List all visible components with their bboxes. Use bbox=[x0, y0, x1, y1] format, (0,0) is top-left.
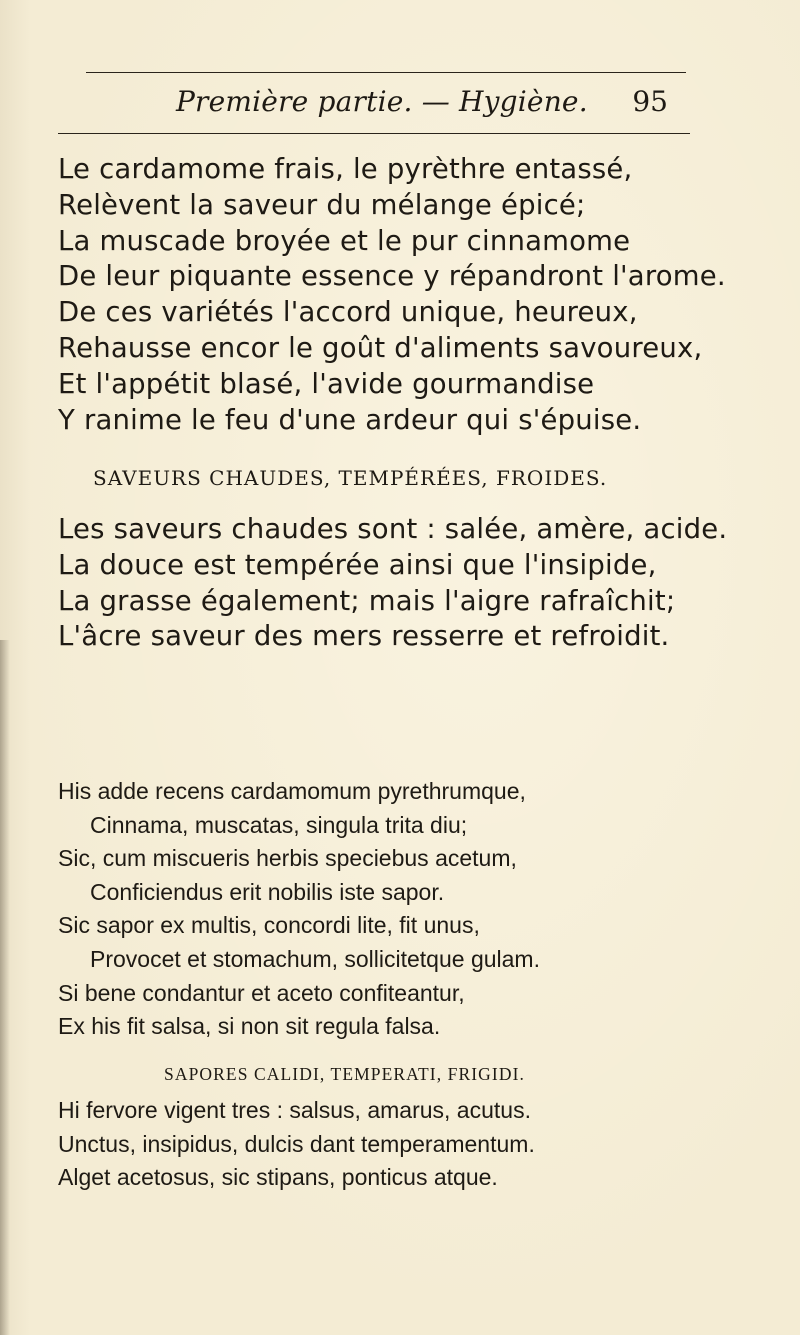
verse-line: Les saveurs chaudes sont : salée, amère, acide. bbox=[58, 513, 728, 545]
french-stanza-2 bbox=[58, 512, 727, 655]
verse-line: His adde recens cardamomum pyrethrumque, bbox=[58, 778, 526, 804]
latin-stanza-2 bbox=[58, 1094, 535, 1195]
french-section-heading: SAVEURS CHAUDES, TEMPÉRÉES, FROIDES. bbox=[93, 466, 608, 490]
verse-line: Sic sapor ex multis, concordi lite, fit unus, bbox=[58, 912, 480, 939]
verse-line: Provocet et stomachum, sollicitetque gulam. bbox=[90, 945, 540, 972]
verse-line: La muscade broyée et le pur cinnamome bbox=[58, 224, 631, 257]
verse-line: Hi fervore vigent tres : salsus, amarus, acutus. bbox=[58, 1097, 531, 1123]
binding-shadow bbox=[0, 640, 10, 1335]
french-stanza-1 bbox=[58, 152, 726, 438]
header-rule-top bbox=[86, 72, 686, 73]
verse-line: L'âcre saveur des mers resserre et refroidit. bbox=[58, 620, 670, 653]
verse-line: Rehausse encor le goût d'aliments savoureux, bbox=[58, 331, 703, 364]
header-rule-bottom bbox=[58, 133, 690, 134]
verse-line: Et l'appétit blasé, l'avide gourmandise bbox=[58, 367, 595, 400]
verse-line: Ex his fit salsa, si non sit regula falsa. bbox=[58, 1013, 441, 1040]
verse-line: Cinnama, muscatas, singula trita diu; bbox=[90, 811, 468, 838]
verse-line: La grasse également; mais l'aigre rafraîchit; bbox=[58, 584, 676, 617]
page-header bbox=[58, 72, 690, 134]
running-head: Première partie. — Hygiène. bbox=[176, 85, 588, 118]
page-number: 95 bbox=[632, 85, 668, 118]
verse-line: De ces variétés l'accord unique, heureux, bbox=[58, 296, 638, 329]
latin-section-heading: SAPORES CALIDI, TEMPERATI, FRIGIDI. bbox=[164, 1064, 525, 1084]
latin-stanza-1 bbox=[58, 775, 540, 1044]
verse-line: Conficiendus erit nobilis iste sapor. bbox=[90, 878, 445, 905]
verse-line: Unctus, insipidus, dulcis dant temperamentum. bbox=[58, 1130, 535, 1157]
verse-line: Si bene condantur et aceto confiteantur, bbox=[58, 979, 465, 1006]
verse-line: Relèvent la saveur du mélange épicé; bbox=[58, 188, 586, 221]
verse-line: La douce est tempérée ainsi que l'insipide, bbox=[58, 548, 657, 581]
verse-line: Le cardamome frais, le pyrèthre entassé, bbox=[58, 153, 633, 185]
verse-line: De leur piquante essence y répandront l'arome. bbox=[58, 260, 726, 293]
verse-line: Sic, cum miscueris herbis speciebus acetum, bbox=[58, 845, 517, 872]
verse-line: Y ranime le feu d'une ardeur qui s'épuise. bbox=[58, 403, 642, 436]
verse-line: Alget acetosus, sic stipans, ponticus atque. bbox=[58, 1164, 498, 1191]
